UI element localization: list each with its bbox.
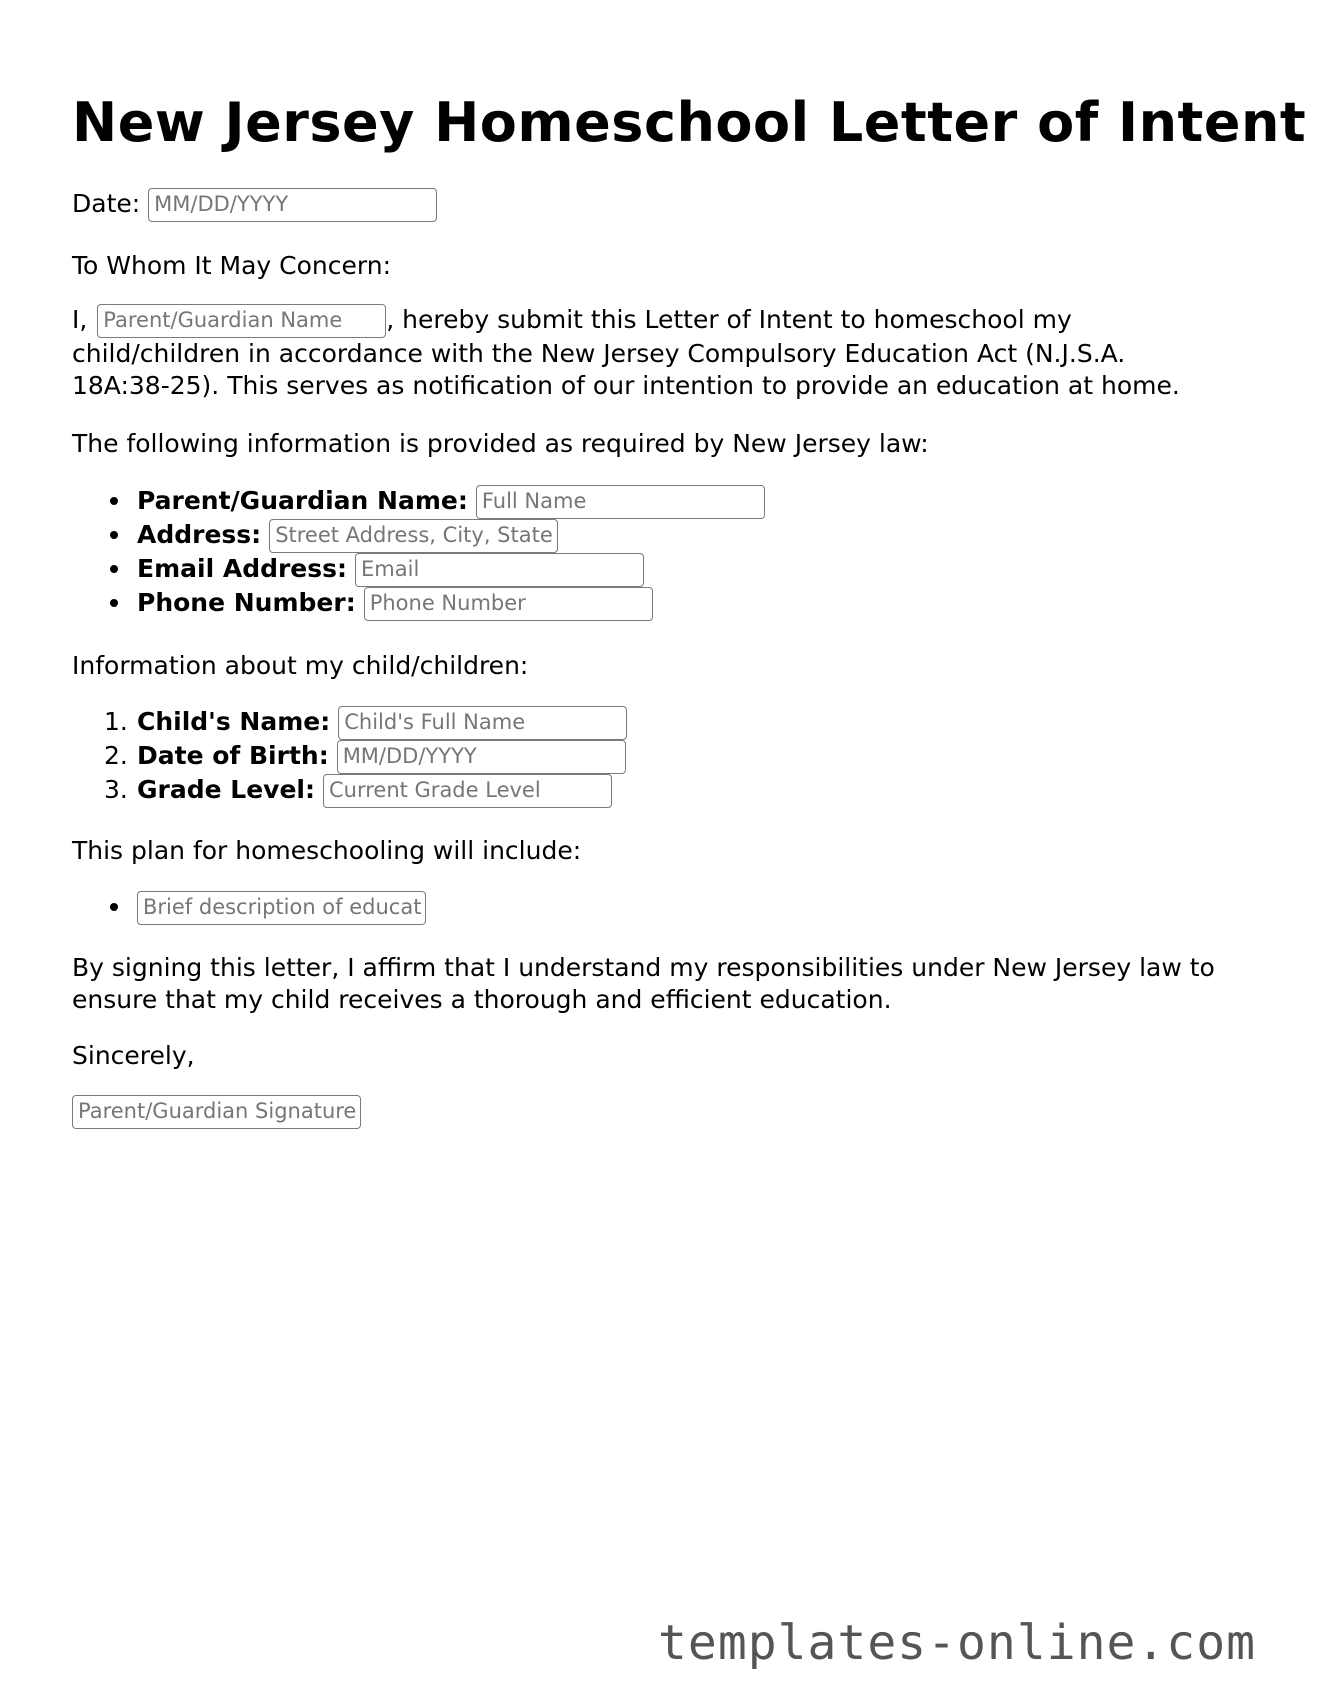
bullet-icon (110, 599, 118, 607)
child-info-list (72, 705, 627, 807)
parent-name-label: Parent/Guardian Name: (137, 486, 468, 515)
info-intro: The following information is provided as required by New Jersey law: (72, 429, 929, 458)
affirm-line2: ensure that my child receives a thorough and efficient education. (72, 985, 892, 1014)
parent-name-field[interactable]: Full Name (476, 485, 765, 519)
signature-line (72, 1095, 1262, 1129)
signature-field[interactable]: Parent/Guardian Signature (72, 1095, 361, 1129)
list-item (72, 518, 765, 552)
list-item (72, 484, 765, 518)
address-label: Address: (137, 520, 262, 549)
dob-field[interactable]: MM/DD/YYYY (337, 740, 626, 774)
intro-line3: 18A:38-25). This serves as notification of our intention to provide an education at home. (72, 371, 1180, 400)
parent-info-list (72, 484, 765, 620)
dob-label: Date of Birth: (137, 741, 329, 770)
date-label: Date: (72, 189, 141, 218)
list-item (72, 739, 627, 773)
affirmation-paragraph (72, 952, 1262, 1016)
watermark: templates-online.com (658, 1615, 1256, 1671)
plan-intro: This plan for homeschooling will include: (72, 836, 582, 865)
phone-label: Phone Number: (137, 588, 356, 617)
list-item (72, 705, 627, 739)
intro-paragraph (72, 304, 1262, 402)
email-label: Email Address: (137, 554, 348, 583)
list-item (72, 890, 426, 924)
date-line (72, 188, 1262, 222)
item-number: 2. (104, 741, 128, 770)
intro-line1: , hereby submit this Letter of Intent to homeschool my (386, 305, 1072, 334)
phone-field[interactable]: Phone Number (364, 587, 653, 621)
list-item (72, 773, 627, 807)
list-item (72, 586, 765, 620)
address-field[interactable]: Street Address, City, State (269, 519, 558, 553)
bullet-icon (110, 565, 118, 573)
item-number: 1. (104, 707, 128, 736)
child-intro: Information about my child/children: (72, 651, 529, 680)
closing: Sincerely, (72, 1041, 195, 1070)
plan-description-field[interactable]: Brief description of educat (137, 891, 426, 925)
item-number: 3. (104, 775, 128, 804)
grade-field[interactable]: Current Grade Level (323, 774, 612, 808)
intro-prefix: I, (72, 305, 88, 334)
date-field[interactable]: MM/DD/YYYY (148, 188, 437, 222)
page-title: New Jersey Homeschool Letter of Intent (72, 91, 1307, 154)
grade-label: Grade Level: (137, 775, 315, 804)
intro-line2: child/children in accordance with the New Jersey Compulsory Education Act (N.J.S.A. (72, 339, 1126, 368)
child-name-field[interactable]: Child's Full Name (338, 706, 627, 740)
plan-list (72, 890, 426, 924)
bullet-icon (110, 903, 118, 911)
salutation: To Whom It May Concern: (72, 251, 392, 280)
email-field[interactable]: Email (355, 553, 644, 587)
affirm-line1: By signing this letter, I affirm that I understand my responsibilities under New Jersey law to (72, 953, 1215, 982)
parent-name-inline-field[interactable]: Parent/Guardian Name (97, 304, 386, 338)
child-name-label: Child's Name: (137, 707, 331, 736)
list-item (72, 552, 765, 586)
bullet-icon (110, 497, 118, 505)
bullet-icon (110, 531, 118, 539)
